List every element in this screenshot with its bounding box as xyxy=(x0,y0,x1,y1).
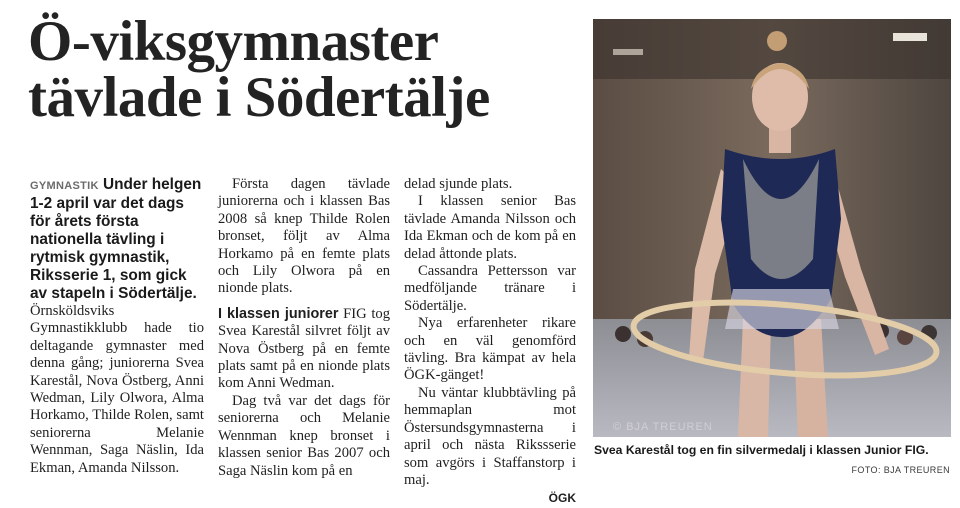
body-paragraph: Nya erfarenheter rikare och en väl genomförd tävling. Bra kämpat av hela ÖGK-gänget! xyxy=(404,315,576,384)
photo-watermark: © BJA TREUREN xyxy=(613,421,713,433)
lead-paragraph xyxy=(30,176,204,303)
body-paragraph: Cassandra Pettersson var medföljande tränare i Södertälje. xyxy=(404,263,576,314)
inline-subhead: I klassen juniorer xyxy=(218,305,339,322)
article-photo xyxy=(593,19,951,437)
section-kicker: GYMNASTIK xyxy=(30,180,99,192)
body-paragraph: I klassen senior Bas tävlade Amanda Nilsson och Ida Ekman och de kom på en delad åttonde plats. xyxy=(404,193,576,262)
body-paragraph: Dag två var det dags för seniorerna och Melanie Wennman knep bronset i klassen senior Bas 2007 och Saga Näslin kom på en xyxy=(218,392,390,479)
body-paragraph: Första dagen tävlade juniorerna och i klassen Bas 2008 så knep Thilde Rolen bronset, följt av Alma Horkamo på en femte plats och Lily Olwora på en nionde plats. xyxy=(218,176,390,297)
photo-credit: FOTO: BJA TREUREN xyxy=(851,465,950,475)
body-paragraph: Örnsköldsviks Gymnastikklubb hade tio deltagande gymnaster med denna gång; juniorerna Svea Karestål, Nova Östberg, Anni Wedman, Lily Olwora, Alma Horkamo, Thilde Rolen, samt seniorerna Melanie Wennman, Saga Näslin, Ida Ekman, Amanda Nilsson. xyxy=(30,303,204,476)
headline xyxy=(28,10,588,129)
article-column-2 xyxy=(218,176,390,480)
body-paragraph: Nu väntar klubbtävling på hemmaplan mot Östersundsgymnasterna i april och nästa Rikssserie som avgörs i Staffanstorp i maj. xyxy=(404,384,576,488)
body-text: FIG tog Svea Karestål silvret följt av Nova Östberg på en femte plats samt på en nionde plats kom Anni Wedman. xyxy=(218,305,390,392)
article-column-3 xyxy=(404,176,576,508)
gymnast-photo-illustration xyxy=(593,19,951,437)
photo-caption: Svea Karestål tog en fin silvermedalj i klassen Junior FIG. xyxy=(594,443,929,457)
body-paragraph-with-subhead xyxy=(218,306,390,393)
author-byline: ÖGK xyxy=(548,491,576,506)
headline-line-2: tävlade i Södertälje xyxy=(28,66,490,129)
article-column-1 xyxy=(30,176,204,477)
headline-line-1: Ö-viksgymnaster xyxy=(28,10,439,73)
body-paragraph: delad sjunde plats. xyxy=(404,176,513,192)
lead-text: Under helgen 1-2 april var det dags för årets första nationella tävling i rytmisk gymnastik, Riksserie 1, som gick av stapeln i Södertälje. xyxy=(30,176,202,302)
